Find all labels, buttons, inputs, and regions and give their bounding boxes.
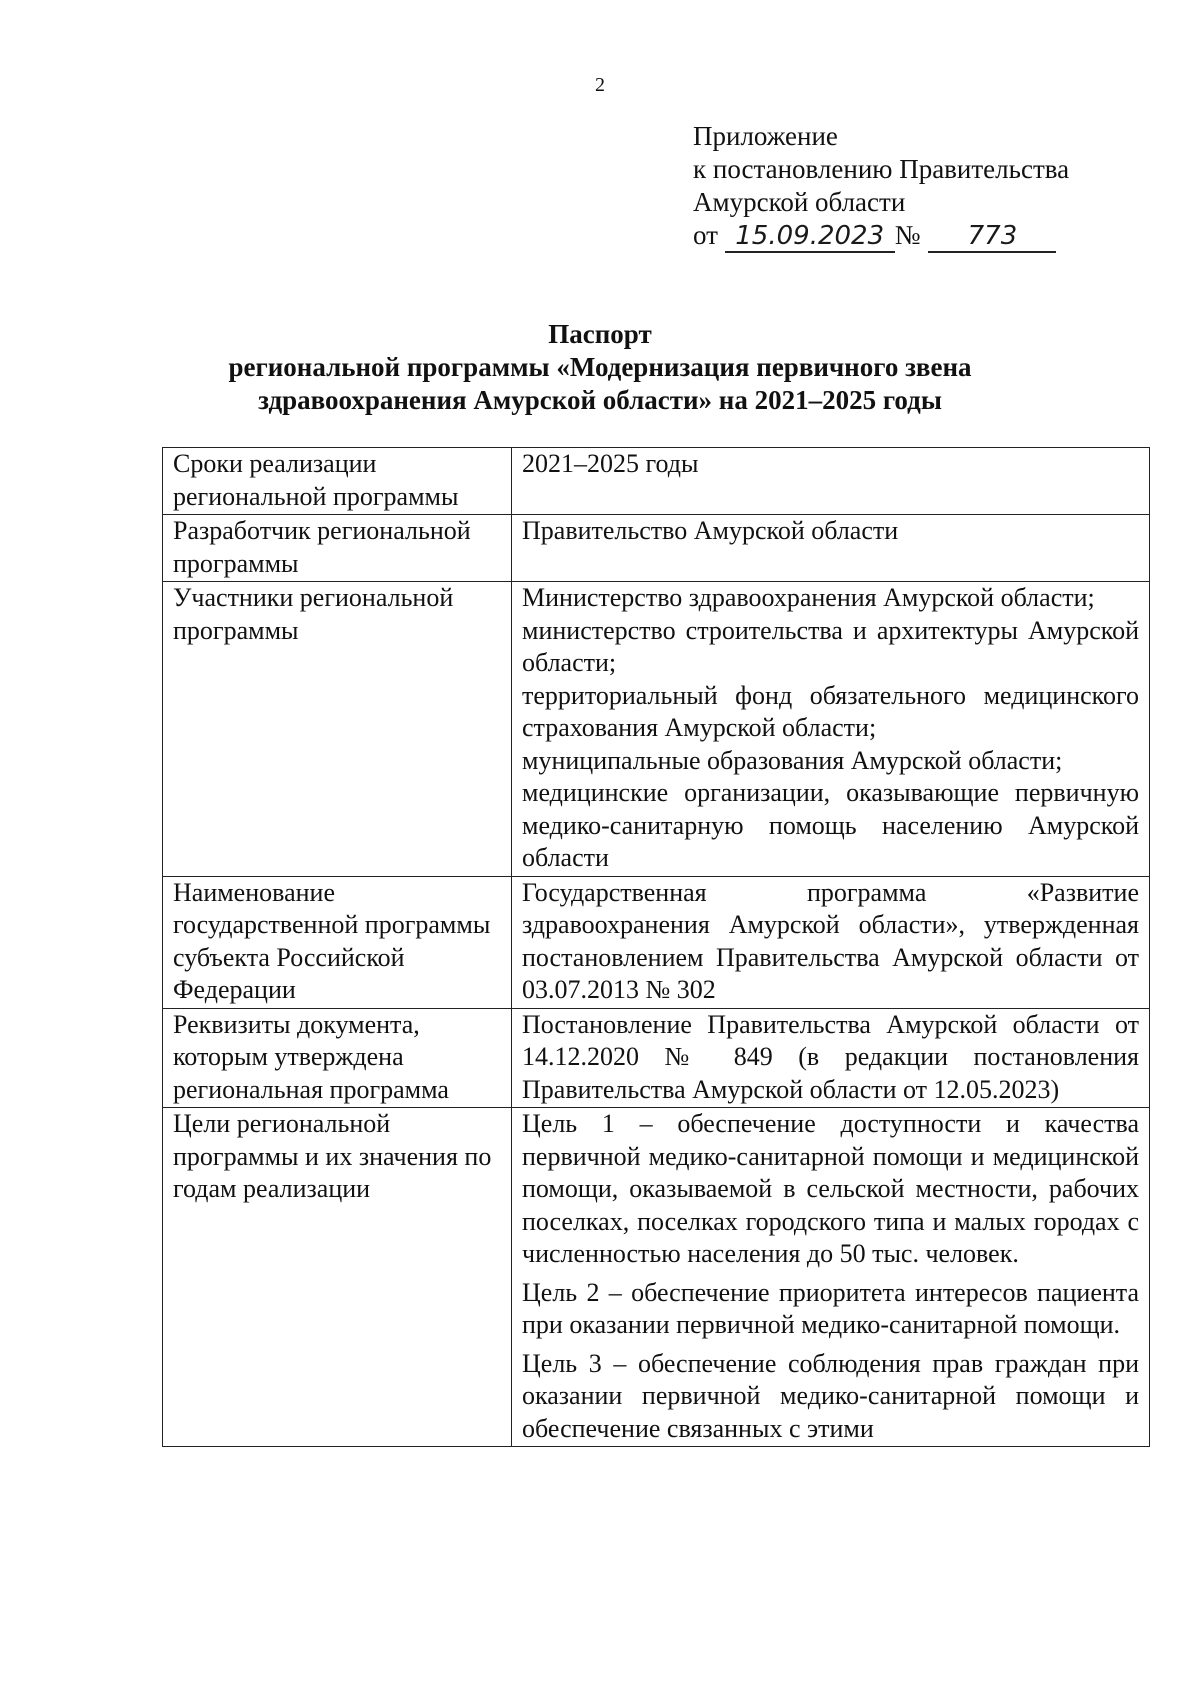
table-row xyxy=(163,448,1150,515)
row-value xyxy=(512,876,1150,1008)
row-value xyxy=(512,1008,1150,1108)
row-label: Участники региональной программы xyxy=(163,582,512,877)
title-line-2: региональной программы «Модернизация первичного звена xyxy=(228,352,972,382)
row-label: Сроки реализации региональной программы xyxy=(163,448,512,515)
value-paragraph: муниципальные образования Амурской области; xyxy=(522,745,1063,775)
appendix-date-line xyxy=(693,219,1069,253)
row-label: Разработчик региональной программы xyxy=(163,515,512,582)
value-paragraph: Правительство Амурской области xyxy=(522,516,899,545)
appendix-region: Амурской области xyxy=(693,187,906,217)
value-paragraph: 2021–2025 годы xyxy=(522,449,699,478)
value-paragraph: Цель 3 – обеспечение соблюдения прав граждан при оказании первичной медико-санитарной помощи и обеспечение связанных с этими xyxy=(522,1348,1139,1443)
table-row xyxy=(163,1008,1150,1108)
table-row xyxy=(163,515,1150,582)
row-label: Цели региональной программы и их значения по годам реализации xyxy=(163,1108,512,1447)
appendix-block xyxy=(693,120,1069,253)
table-row xyxy=(163,876,1150,1008)
row-value xyxy=(512,515,1150,582)
from-label: от xyxy=(693,220,718,250)
value-paragraph: Постановление Правительства Амурской области от 14.12.2020 № 849 (в редакции постановления Правительства Амурской области от 12.05.2023) xyxy=(522,1009,1139,1104)
passport-table xyxy=(162,447,1150,1447)
row-value xyxy=(512,582,1150,877)
value-paragraph: министерство строительства и архитектуры Амурской области; xyxy=(522,615,1139,677)
row-label: Реквизиты документа, которым утверждена региональная программа xyxy=(163,1008,512,1108)
document-title xyxy=(0,318,1200,417)
value-paragraph: Цель 2 – обеспечение приоритета интересов пациента при оказании первичной медико-санитарной помощи. xyxy=(522,1277,1139,1339)
page-number: 2 xyxy=(595,74,605,96)
value-paragraph: Цель 1 – обеспечение доступности и качества первичной медико-санитарной помощи и медицинской помощи, оказываемой в сельской местности, рабочих поселках, поселках городского типа и малых городах с численностью населения до 50 тыс. человек. xyxy=(522,1109,1139,1268)
number-label: № xyxy=(894,220,921,250)
handwritten-number: 773 xyxy=(928,221,1056,253)
value-paragraph: Министерство здравоохранения Амурской области; xyxy=(522,583,1095,612)
title-line-3: здравоохранения Амурской области» на 2021–2025 годы xyxy=(258,385,942,415)
row-value xyxy=(512,448,1150,515)
row-value xyxy=(512,1108,1150,1447)
table-row xyxy=(163,582,1150,877)
value-paragraph: территориальный фонд обязательного медицинского страхования Амурской области; xyxy=(522,680,1139,742)
table-row xyxy=(163,1108,1150,1447)
appendix-to-resolution: к постановлению Правительства xyxy=(693,154,1070,184)
title-line-1: Паспорт xyxy=(548,319,652,349)
value-paragraph: Государственная программа «Развитие здравоохранения Амурской области», утвержденная постановлением Правительства Амурской области от 03.07.2013 № 302 xyxy=(522,877,1139,1004)
appendix-title: Приложение xyxy=(693,121,838,151)
row-label: Наименование государственной программы субъекта Российской Федерации xyxy=(163,876,512,1008)
value-paragraph: медицинские организации, оказывающие первичную медико-санитарную помощь населению Амурской области xyxy=(522,778,1139,872)
handwritten-date: 15.09.2023 xyxy=(725,221,895,253)
